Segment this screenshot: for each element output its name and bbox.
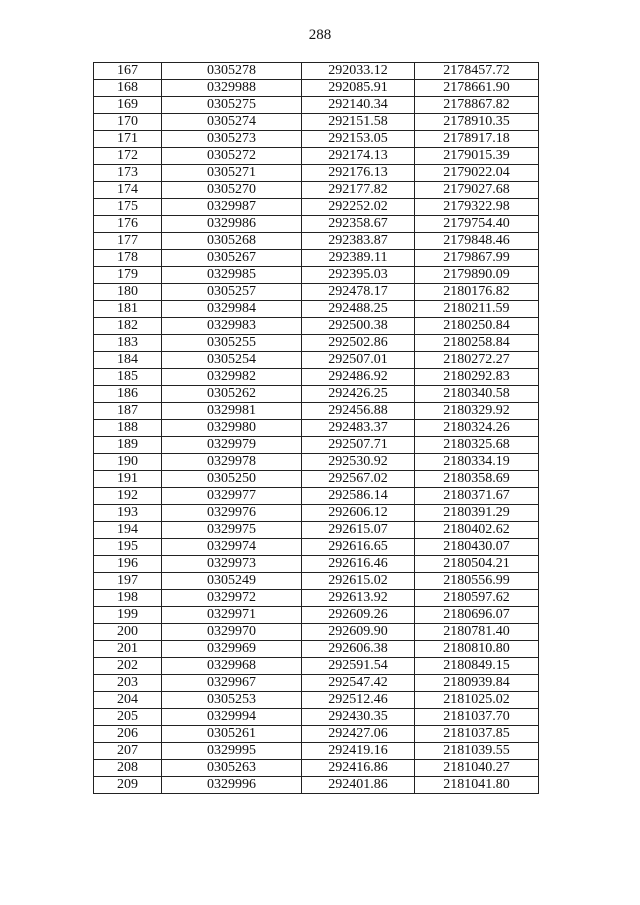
x-coordinate-cell: 292085.91 [302, 80, 415, 97]
point-code-cell: 0329978 [162, 454, 302, 471]
y-coordinate-cell: 2179867.99 [415, 250, 539, 267]
y-coordinate-cell: 2179322.98 [415, 199, 539, 216]
x-coordinate-cell: 292616.46 [302, 556, 415, 573]
x-coordinate-cell: 292177.82 [302, 182, 415, 199]
table-row [94, 318, 539, 335]
x-coordinate-cell: 292613.92 [302, 590, 415, 607]
point-code-cell: 0329976 [162, 505, 302, 522]
y-coordinate-cell: 2180258.84 [415, 335, 539, 352]
x-coordinate-cell: 292426.25 [302, 386, 415, 403]
y-coordinate-cell: 2180340.58 [415, 386, 539, 403]
x-coordinate-cell: 292507.71 [302, 437, 415, 454]
row-number-cell: 172 [94, 148, 162, 165]
row-number-cell: 202 [94, 658, 162, 675]
y-coordinate-cell: 2178867.82 [415, 97, 539, 114]
x-coordinate-cell: 292401.86 [302, 777, 415, 794]
table-row [94, 573, 539, 590]
point-code-cell: 0329973 [162, 556, 302, 573]
table-row [94, 743, 539, 760]
table-row [94, 97, 539, 114]
point-code-cell: 0329974 [162, 539, 302, 556]
row-number-cell: 167 [94, 63, 162, 80]
row-number-cell: 205 [94, 709, 162, 726]
y-coordinate-cell: 2179015.39 [415, 148, 539, 165]
row-number-cell: 209 [94, 777, 162, 794]
point-code-cell: 0329981 [162, 403, 302, 420]
y-coordinate-cell: 2180292.83 [415, 369, 539, 386]
row-number-cell: 203 [94, 675, 162, 692]
x-coordinate-cell: 292427.06 [302, 726, 415, 743]
table-row [94, 369, 539, 386]
point-code-cell: 0305255 [162, 335, 302, 352]
y-coordinate-cell: 2180402.62 [415, 522, 539, 539]
x-coordinate-cell: 292530.92 [302, 454, 415, 471]
row-number-cell: 201 [94, 641, 162, 658]
page-number: 288 [308, 27, 332, 43]
x-coordinate-cell: 292153.05 [302, 131, 415, 148]
row-number-cell: 171 [94, 131, 162, 148]
row-number-cell: 195 [94, 539, 162, 556]
y-coordinate-cell: 2180250.84 [415, 318, 539, 335]
x-coordinate-cell: 292483.37 [302, 420, 415, 437]
y-coordinate-cell: 2178457.72 [415, 63, 539, 80]
row-number-cell: 177 [94, 233, 162, 250]
row-number-cell: 170 [94, 114, 162, 131]
x-coordinate-cell: 292486.92 [302, 369, 415, 386]
row-number-cell: 196 [94, 556, 162, 573]
y-coordinate-cell: 2178910.35 [415, 114, 539, 131]
y-coordinate-cell: 2178661.90 [415, 80, 539, 97]
y-coordinate-cell: 2181041.80 [415, 777, 539, 794]
point-code-cell: 0305262 [162, 386, 302, 403]
table-row [94, 250, 539, 267]
coordinates-table [93, 62, 539, 794]
row-number-cell: 185 [94, 369, 162, 386]
point-code-cell: 0305267 [162, 250, 302, 267]
row-number-cell: 184 [94, 352, 162, 369]
point-code-cell: 0329968 [162, 658, 302, 675]
table-row [94, 539, 539, 556]
table-row [94, 505, 539, 522]
x-coordinate-cell: 292547.42 [302, 675, 415, 692]
x-coordinate-cell: 292358.67 [302, 216, 415, 233]
x-coordinate-cell: 292609.90 [302, 624, 415, 641]
table-row [94, 148, 539, 165]
point-code-cell: 0305272 [162, 148, 302, 165]
x-coordinate-cell: 292609.26 [302, 607, 415, 624]
point-code-cell: 0329984 [162, 301, 302, 318]
row-number-cell: 174 [94, 182, 162, 199]
point-code-cell: 0329982 [162, 369, 302, 386]
x-coordinate-cell: 292383.87 [302, 233, 415, 250]
row-number-cell: 176 [94, 216, 162, 233]
point-code-cell: 0329994 [162, 709, 302, 726]
x-coordinate-cell: 292419.16 [302, 743, 415, 760]
y-coordinate-cell: 2180324.26 [415, 420, 539, 437]
x-coordinate-cell: 292389.11 [302, 250, 415, 267]
x-coordinate-cell: 292500.38 [302, 318, 415, 335]
row-number-cell: 191 [94, 471, 162, 488]
y-coordinate-cell: 2180849.15 [415, 658, 539, 675]
point-code-cell: 0329967 [162, 675, 302, 692]
y-coordinate-cell: 2180391.29 [415, 505, 539, 522]
x-coordinate-cell: 292478.17 [302, 284, 415, 301]
point-code-cell: 0305275 [162, 97, 302, 114]
y-coordinate-cell: 2180556.99 [415, 573, 539, 590]
row-number-cell: 175 [94, 199, 162, 216]
x-coordinate-cell: 292151.58 [302, 114, 415, 131]
x-coordinate-cell: 292586.14 [302, 488, 415, 505]
y-coordinate-cell: 2180371.67 [415, 488, 539, 505]
row-number-cell: 178 [94, 250, 162, 267]
x-coordinate-cell: 292176.13 [302, 165, 415, 182]
row-number-cell: 173 [94, 165, 162, 182]
x-coordinate-cell: 292616.65 [302, 539, 415, 556]
y-coordinate-cell: 2180329.92 [415, 403, 539, 420]
point-code-cell: 0329969 [162, 641, 302, 658]
point-code-cell: 0305257 [162, 284, 302, 301]
row-number-cell: 182 [94, 318, 162, 335]
table-row [94, 556, 539, 573]
table-row [94, 233, 539, 250]
row-number-cell: 194 [94, 522, 162, 539]
row-number-cell: 193 [94, 505, 162, 522]
row-number-cell: 192 [94, 488, 162, 505]
point-code-cell: 0305254 [162, 352, 302, 369]
row-number-cell: 187 [94, 403, 162, 420]
point-code-cell: 0329996 [162, 777, 302, 794]
table-row [94, 675, 539, 692]
point-code-cell: 0305268 [162, 233, 302, 250]
table-row [94, 216, 539, 233]
y-coordinate-cell: 2179022.04 [415, 165, 539, 182]
y-coordinate-cell: 2181040.27 [415, 760, 539, 777]
y-coordinate-cell: 2180176.82 [415, 284, 539, 301]
y-coordinate-cell: 2178917.18 [415, 131, 539, 148]
y-coordinate-cell: 2180504.21 [415, 556, 539, 573]
y-coordinate-cell: 2179848.46 [415, 233, 539, 250]
row-number-cell: 197 [94, 573, 162, 590]
x-coordinate-cell: 292502.86 [302, 335, 415, 352]
x-coordinate-cell: 292430.35 [302, 709, 415, 726]
point-code-cell: 0329975 [162, 522, 302, 539]
table-row [94, 641, 539, 658]
table-row [94, 658, 539, 675]
y-coordinate-cell: 2179890.09 [415, 267, 539, 284]
table-row [94, 114, 539, 131]
row-number-cell: 186 [94, 386, 162, 403]
row-number-cell: 207 [94, 743, 162, 760]
x-coordinate-cell: 292591.54 [302, 658, 415, 675]
row-number-cell: 208 [94, 760, 162, 777]
row-number-cell: 200 [94, 624, 162, 641]
x-coordinate-cell: 292567.02 [302, 471, 415, 488]
table-row [94, 182, 539, 199]
table-row [94, 199, 539, 216]
table-row [94, 454, 539, 471]
point-code-cell: 0329977 [162, 488, 302, 505]
y-coordinate-cell: 2180358.69 [415, 471, 539, 488]
row-number-cell: 199 [94, 607, 162, 624]
table-row [94, 284, 539, 301]
table-row [94, 131, 539, 148]
table-row [94, 165, 539, 182]
y-coordinate-cell: 2181025.02 [415, 692, 539, 709]
row-number-cell: 179 [94, 267, 162, 284]
point-code-cell: 0305278 [162, 63, 302, 80]
table-row [94, 760, 539, 777]
point-code-cell: 0305250 [162, 471, 302, 488]
row-number-cell: 190 [94, 454, 162, 471]
y-coordinate-cell: 2180430.07 [415, 539, 539, 556]
table-row [94, 726, 539, 743]
x-coordinate-cell: 292395.03 [302, 267, 415, 284]
row-number-cell: 181 [94, 301, 162, 318]
x-coordinate-cell: 292606.12 [302, 505, 415, 522]
x-coordinate-cell: 292615.07 [302, 522, 415, 539]
y-coordinate-cell: 2180272.27 [415, 352, 539, 369]
x-coordinate-cell: 292033.12 [302, 63, 415, 80]
point-code-cell: 0329987 [162, 199, 302, 216]
point-code-cell: 0329986 [162, 216, 302, 233]
table-row [94, 267, 539, 284]
table-row [94, 471, 539, 488]
row-number-cell: 188 [94, 420, 162, 437]
table-row [94, 522, 539, 539]
table-row [94, 692, 539, 709]
table-row [94, 488, 539, 505]
point-code-cell: 0329972 [162, 590, 302, 607]
point-code-cell: 0329995 [162, 743, 302, 760]
point-code-cell: 0305271 [162, 165, 302, 182]
table-row [94, 624, 539, 641]
point-code-cell: 0305263 [162, 760, 302, 777]
y-coordinate-cell: 2179754.40 [415, 216, 539, 233]
x-coordinate-cell: 292416.86 [302, 760, 415, 777]
point-code-cell: 0329980 [162, 420, 302, 437]
point-code-cell: 0329971 [162, 607, 302, 624]
y-coordinate-cell: 2180334.19 [415, 454, 539, 471]
y-coordinate-cell: 2181037.85 [415, 726, 539, 743]
row-number-cell: 189 [94, 437, 162, 454]
x-coordinate-cell: 292507.01 [302, 352, 415, 369]
x-coordinate-cell: 292488.25 [302, 301, 415, 318]
y-coordinate-cell: 2180781.40 [415, 624, 539, 641]
row-number-cell: 180 [94, 284, 162, 301]
point-code-cell: 0329988 [162, 80, 302, 97]
y-coordinate-cell: 2180810.80 [415, 641, 539, 658]
y-coordinate-cell: 2180325.68 [415, 437, 539, 454]
table-row [94, 352, 539, 369]
point-code-cell: 0329983 [162, 318, 302, 335]
row-number-cell: 204 [94, 692, 162, 709]
row-number-cell: 198 [94, 590, 162, 607]
y-coordinate-cell: 2181037.70 [415, 709, 539, 726]
table-row [94, 420, 539, 437]
row-number-cell: 183 [94, 335, 162, 352]
x-coordinate-cell: 292615.02 [302, 573, 415, 590]
x-coordinate-cell: 292456.88 [302, 403, 415, 420]
x-coordinate-cell: 292140.34 [302, 97, 415, 114]
point-code-cell: 0329970 [162, 624, 302, 641]
table-body [94, 63, 539, 794]
x-coordinate-cell: 292252.02 [302, 199, 415, 216]
point-code-cell: 0305261 [162, 726, 302, 743]
table-row [94, 386, 539, 403]
y-coordinate-cell: 2181039.55 [415, 743, 539, 760]
y-coordinate-cell: 2179027.68 [415, 182, 539, 199]
table-row [94, 709, 539, 726]
table-row [94, 335, 539, 352]
x-coordinate-cell: 292174.13 [302, 148, 415, 165]
row-number-cell: 206 [94, 726, 162, 743]
point-code-cell: 0305249 [162, 573, 302, 590]
x-coordinate-cell: 292606.38 [302, 641, 415, 658]
y-coordinate-cell: 2180597.62 [415, 590, 539, 607]
y-coordinate-cell: 2180211.59 [415, 301, 539, 318]
table-row [94, 63, 539, 80]
row-number-cell: 169 [94, 97, 162, 114]
point-code-cell: 0329979 [162, 437, 302, 454]
x-coordinate-cell: 292512.46 [302, 692, 415, 709]
point-code-cell: 0329985 [162, 267, 302, 284]
table-row [94, 590, 539, 607]
table-row [94, 301, 539, 318]
table-row [94, 437, 539, 454]
point-code-cell: 0305274 [162, 114, 302, 131]
table-row [94, 403, 539, 420]
point-code-cell: 0305253 [162, 692, 302, 709]
y-coordinate-cell: 2180696.07 [415, 607, 539, 624]
y-coordinate-cell: 2180939.84 [415, 675, 539, 692]
table-row [94, 607, 539, 624]
row-number-cell: 168 [94, 80, 162, 97]
point-code-cell: 0305270 [162, 182, 302, 199]
table-row [94, 80, 539, 97]
table-row [94, 777, 539, 794]
point-code-cell: 0305273 [162, 131, 302, 148]
